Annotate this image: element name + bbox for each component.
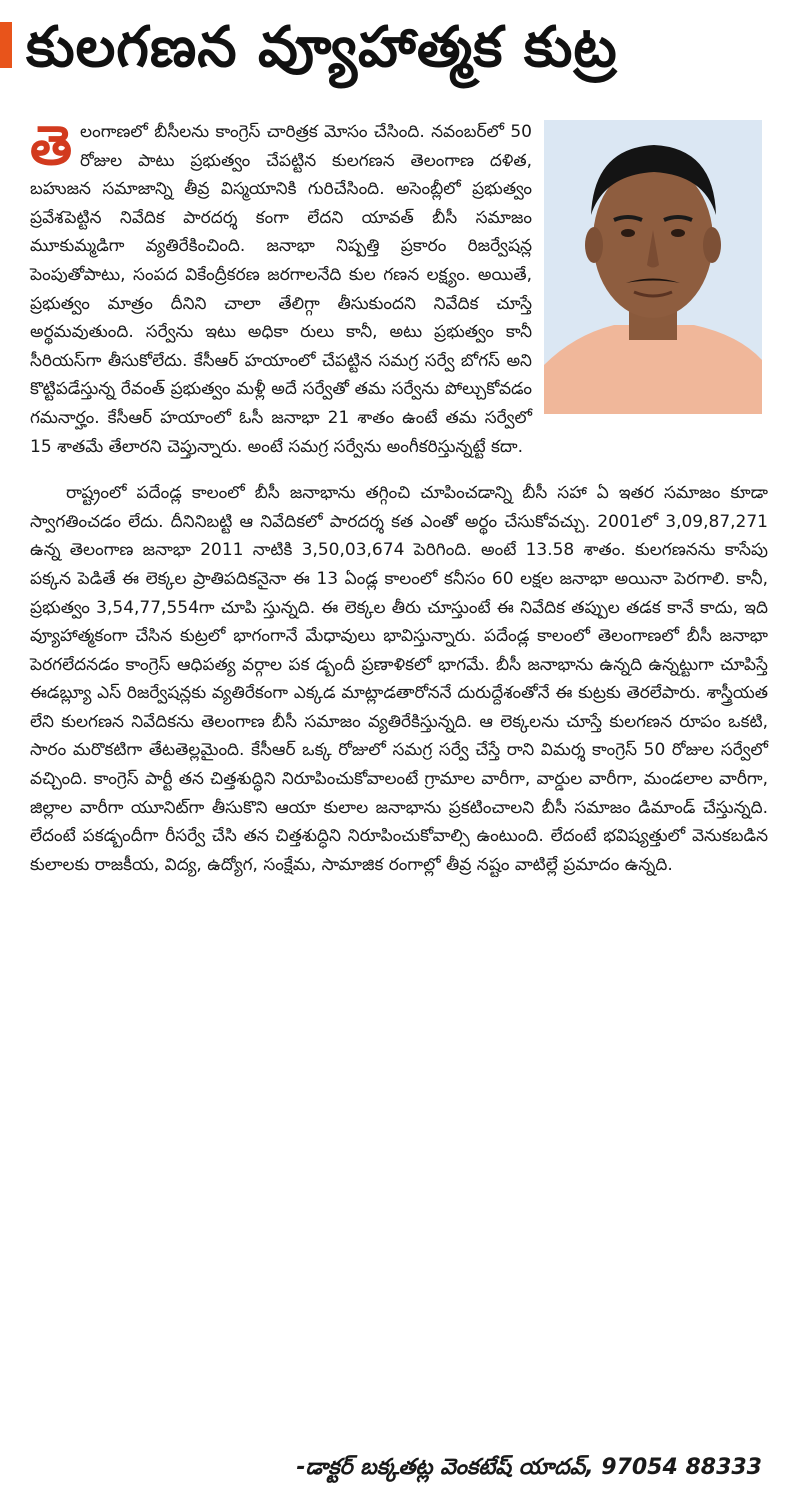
- paragraph-2: రాష్ట్రంలో పదేండ్ల కాలంలో బీసీ జనాభాను తగ్గించి చూపించడాన్ని బీసీ సహా ఏ ఇతర సమాజం కూడా స్వాగతించడం లేదు. దీనినిబట్టి ఆ నివేదికలో పారదర్శ కత ఎంతో అర్థం చేసుకోవచ్చు. 2001లో 3,09,87,271 ఉన్న తెలంగాణ జనాభా 2011 నాటికి 3,50,03,674 పెరిగింది. అంటే 13.58 శాతం. కులగణనను కాసేపు పక్కన పెడితే ఈ లెక్కల ప్రాతిపదికనైనా ఈ 13 ఏండ్ల కాలంలో కనీసం 60 లక్షల జనాభా అయినా పెరగాలి. కానీ, ప్రభుత్వం 3,54,77,554గా చూపి స్తున్నది. ఈ లెక్కల తీరు చూస్తుంటే ఈ నివేదిక తప్పుల తడక కానే కాదు, ఇది వ్యూహాత్మకంగా చేసిన కుట్రలో భాగంగానే మేధావులు భావిస్తున్నారు. పదేండ్ల కాలంలో తెలంగాణలో బీసీ జనాభా పెరగలేదనడం కాంగ్రెస్ ఆధిపత్య వర్గాల పక డ్బందీ ప్రణాళికలో భాగమే. బీసీ జనాభాను ఉన్నది ఉన్నట్టుగా చూపిస్తే ఈడబ్ల్యూ ఎస్ రిజర్వేషన్లకు వ్యతిరేకంగా ఎక్కడ మాట్లాడతారోననే దురుద్దేశంతోనే ఈ కుట్రకు తెరలేపారు. శాస్త్రీయత లేని కులగణన నివేదికను తెలంగాణ బీసీ సమాజం వ్యతిరేకిస్తున్నది. ఆ లెక్కలను చూస్తే కులగణన రూపం ఒకటి, సారం మరొకటిగా తేటతెల్లమైంది. కేసీఆర్ ఒక్క రోజులో సమగ్ర సర్వే చేస్తే రాని విమర్శ కాంగ్రెస్ 50 రోజుల సర్వేలో వచ్చింది. కాంగ్రెస్ పార్టీ తన చిత్తశుద్ధిని నిరూపించుకోవాలంటే గ్రామాల వారీగా, వార్డుల వారీగా, మండలాల వారీగా, జిల్లాల వారీగా యూనిట్‌గా తీసుకొని ఆయా కులాల జనాభాను ప్రకటించాలని బీసీ సమాజం డిమాండ్ చేస్తున్నది. లేదంటే పకడ్బందీగా రీసర్వే చేసి తన చిత్తశుద్ధిని నిరూపించుకోవాల్సి ఉంటుంది. లేదంటే భవిష్యత్తులో వెనుకబడిన కులాలకు రాజకీయ, విద్య, ఉద్యోగ, సంక్షేమ, సామాజిక రంగాల్లో తీవ్ర నష్టం వాటిల్లే ప్రమాదం ఉన్నది.: [30, 483, 768, 875]
- photo-spacer: [532, 118, 768, 418]
- byline: -డాక్టర్ బక్కతట్ల వెంకటేష్ యాదవ్, 97054 88333: [296, 1455, 762, 1480]
- paragraph-1: [30, 114, 768, 461]
- headline-accent-bar: [0, 22, 12, 68]
- article-body: [30, 114, 768, 897]
- headline: కులగణన వ్యూహాత్మక కుట్ర: [26, 15, 618, 80]
- drop-cap: తె: [30, 114, 73, 177]
- paragraph-1-text: లంగాణలో బీసీలను కాంగ్రెస్ చారిత్రక మోసం చేసింది. నవంబర్‌లో 50 రోజుల పాటు ప్రభుత్వం చేపట్టిన కులగణన తెలంగాణ దళిత, బహుజన సమాజాన్ని తీవ్ర విస్మయానికి గురిచేసింది. అసెంబ్లీలో ప్రభుత్వం ప్రవేశపెట్టిన నివేదిక పారదర్శ కంగా లేదని యావత్ బీసీ సమాజం మూకుమ్మడిగా వ్యతిరేకించింది. జనాభా నిష్పత్తి ప్రకారం రిజర్వేషన్ల పెంపుతోపాటు, సంపద వికేంద్రీకరణ జరగాలనేది కుల గణన లక్ష్యం. అయితే, ప్రభుత్వం మాత్రం దీనిని చాలా తేలిగ్గా తీసుకుందని నివేదిక చూస్తే అర్థమవుతుంది. సర్వేను ఇటు అధికా రులు కానీ, అటు ప్రభుత్వం కానీ సీరియస్‌గా తీసుకోలేదు. కేసీఆర్ హయాంలో చేపట్టిన సమగ్ర సర్వే బోగస్ అని కొట్టిపడేస్తున్న రేవంత్ ప్రభుత్వం మళ్లీ అదే సర్వేతో తమ సర్వేను పోల్చుకోవడం గమనార్హం. కేసీఆర్ హయాంలో ఓసీ జనాభా 21 శాతం ఉంటే తమ సర్వేలో 15 శాతమే తేలారని చెప్తున్నారు. అంటే సమగ్ర సర్వేను అంగీకరిస్తున్నట్టే కదా.: [30, 122, 532, 457]
